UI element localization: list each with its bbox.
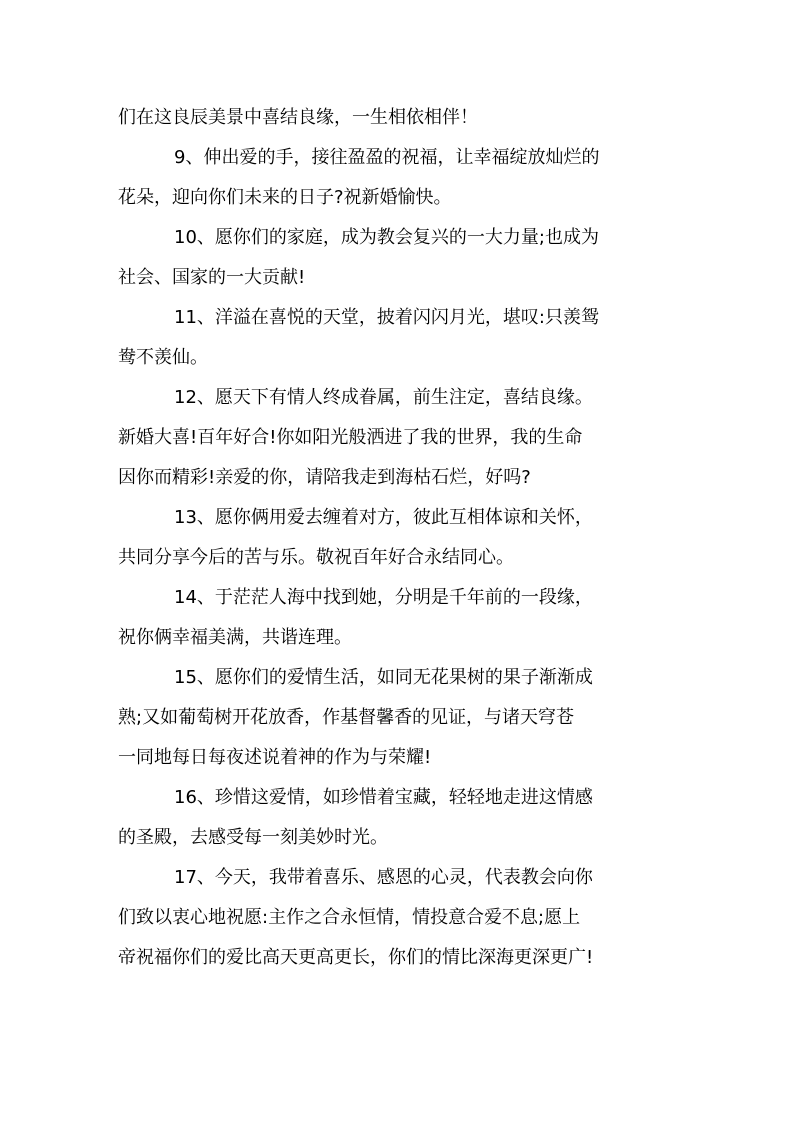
paragraph-line: 花朵，迎向你们未来的日子?祝新婚愉快。 [118,187,452,208]
document-body [118,98,678,978]
paragraph-line: 帝祝福你们的爱比高天更高更长，你们的情比深海更深更广! [118,947,594,968]
paragraph-line: 11、洋溢在喜悦的天堂，披着闪闪月光，堪叹:只羡鸳 [174,307,599,328]
paragraph-line: 9、伸出爱的手，接往盈盈的祝福，让幸福绽放灿烂的 [174,147,600,168]
paragraph-line: 15、愿你们的爱情生活，如同无花果树的果子渐渐成 [174,667,593,688]
paragraph-line: 熟;又如葡萄树开花放香，作基督馨香的见证，与诸天穹苍 [118,707,575,728]
paragraph-line: 新婚大喜!百年好合!你如阳光般洒进了我的世界，我的生命 [118,427,583,448]
paragraph-line: 鸯不羡仙。 [118,347,208,368]
paragraph-line: 12、愿天下有情人终成眷属，前生注定，喜结良缘。 [174,387,593,408]
paragraph-line: 17、今天，我带着喜乐、感恩的心灵，代表教会向你 [174,867,593,888]
paragraph-line: 共同分享今后的苦与乐。敬祝百年好合永结同心。 [118,547,514,568]
paragraph-line: 祝你俩幸福美满，共谐连理。 [118,627,352,648]
paragraph-line: 一同地每日每夜述说着神的作为与荣耀! [118,747,432,768]
paragraph-line: 因你而精彩!亲爱的你，请陪我走到海枯石烂，好吗? [118,467,531,488]
paragraph-line: 14、于茫茫人海中找到她，分明是千年前的一段缘， [174,587,593,608]
paragraph-line: 10、愿你们的家庭，成为教会复兴的一大力量;也成为 [174,227,599,248]
paragraph-line: 的圣殿，去感受每一刻美妙时光。 [118,827,388,848]
paragraph-line: 们在这良辰美景中喜结良缘，一生相依相伴！ [118,107,478,128]
paragraph-line: 13、愿你俩用爱去缠着对方，彼此互相体谅和关怀， [174,507,593,528]
paragraph-line: 16、珍惜这爱情，如珍惜着宝藏，轻轻地走进这情感 [174,787,593,808]
paragraph-line: 们致以衷心地祝愿:主作之合永恒情，情投意合爱不息;愿上 [118,907,581,928]
paragraph-line: 社会、国家的一大贡献! [118,267,306,288]
